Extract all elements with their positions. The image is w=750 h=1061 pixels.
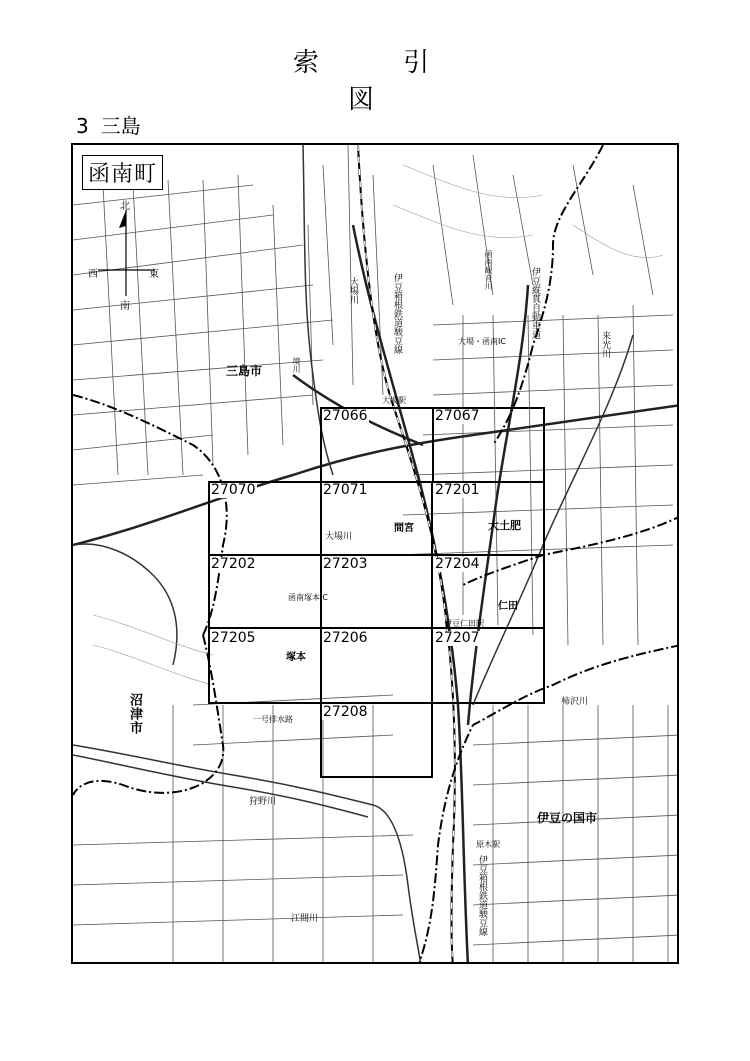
station-izunitta: 伊豆仁田駅 bbox=[444, 619, 484, 628]
sheet-label[interactable]: 27066 bbox=[323, 408, 368, 424]
place-tsukamoto: 塚本 bbox=[286, 652, 306, 663]
rail-izuhakone-south-label: 伊豆箱根鉄道駿豆線 bbox=[477, 855, 487, 936]
river-oba-label: 大場川 bbox=[348, 277, 358, 304]
ic-kannami-tsukamoto: 函南塚本IC bbox=[288, 593, 328, 602]
sheet-label[interactable]: 27203 bbox=[323, 556, 368, 572]
river-komitsu-label: 来光川 bbox=[600, 331, 610, 358]
route1-label: 一号排水路 bbox=[253, 715, 293, 724]
sheet-label[interactable]: 27207 bbox=[435, 630, 480, 646]
station-hara: 原木駅 bbox=[476, 840, 500, 849]
section-number: 3 bbox=[76, 114, 89, 138]
sheet-label[interactable]: 27206 bbox=[323, 630, 368, 646]
river-kashiwazawa-label: 柿沢川 bbox=[561, 697, 589, 707]
sheet-label[interactable]: 27205 bbox=[211, 630, 256, 646]
section-heading bbox=[76, 110, 141, 139]
compass-west: 西 bbox=[88, 269, 98, 280]
compass-east: 東 bbox=[149, 269, 159, 280]
sheet-label[interactable]: 27202 bbox=[211, 556, 256, 572]
river-kannami-label: 函南観音川 bbox=[484, 250, 493, 290]
river-sakaigawa-label: 境川 bbox=[292, 357, 301, 373]
page-title: 索 引 図 bbox=[292, 48, 468, 115]
sheet-label[interactable]: 27071 bbox=[323, 482, 368, 498]
place-mamiya: 間宮 bbox=[394, 523, 414, 534]
compass-south: 南 bbox=[120, 301, 130, 312]
river-oba-label-2: 大場川 bbox=[325, 532, 353, 542]
place-otohi: 大土肥 bbox=[488, 519, 521, 532]
sheet-label[interactable]: 27208 bbox=[323, 704, 368, 720]
index-map bbox=[71, 143, 679, 964]
street-grid-southeast bbox=[473, 705, 679, 964]
river-edama-label: 江間川 bbox=[291, 914, 319, 924]
ic-oba-kannami: 大場・函南IC bbox=[458, 337, 506, 346]
town-label: 函南町 bbox=[82, 155, 163, 190]
road-jukan-label: 伊豆縦貫自動車道 bbox=[530, 267, 540, 339]
compass-icon bbox=[93, 200, 173, 300]
station-oba: 大場駅 bbox=[382, 396, 406, 405]
rail-izuhakone-north-label: 伊豆箱根鉄道駿豆線 bbox=[392, 273, 402, 354]
sheet-col-middle bbox=[320, 481, 433, 704]
section-name: 三島 bbox=[100, 114, 141, 138]
sheet-label[interactable]: 27070 bbox=[211, 482, 256, 498]
place-mishima-city: 三島市 bbox=[226, 364, 263, 378]
sheet-label[interactable]: 27201 bbox=[435, 482, 480, 498]
compass-north: 北 bbox=[120, 201, 130, 212]
sheet-label[interactable]: 27067 bbox=[435, 408, 480, 424]
sheet-label[interactable]: 27204 bbox=[435, 556, 480, 572]
place-izunokuni-city: 伊豆の国市 bbox=[537, 811, 598, 825]
place-nita: 仁田 bbox=[498, 601, 518, 612]
place-numazu-city: 沼津市 bbox=[127, 693, 142, 735]
river-kano-label: 狩野川 bbox=[249, 797, 277, 807]
